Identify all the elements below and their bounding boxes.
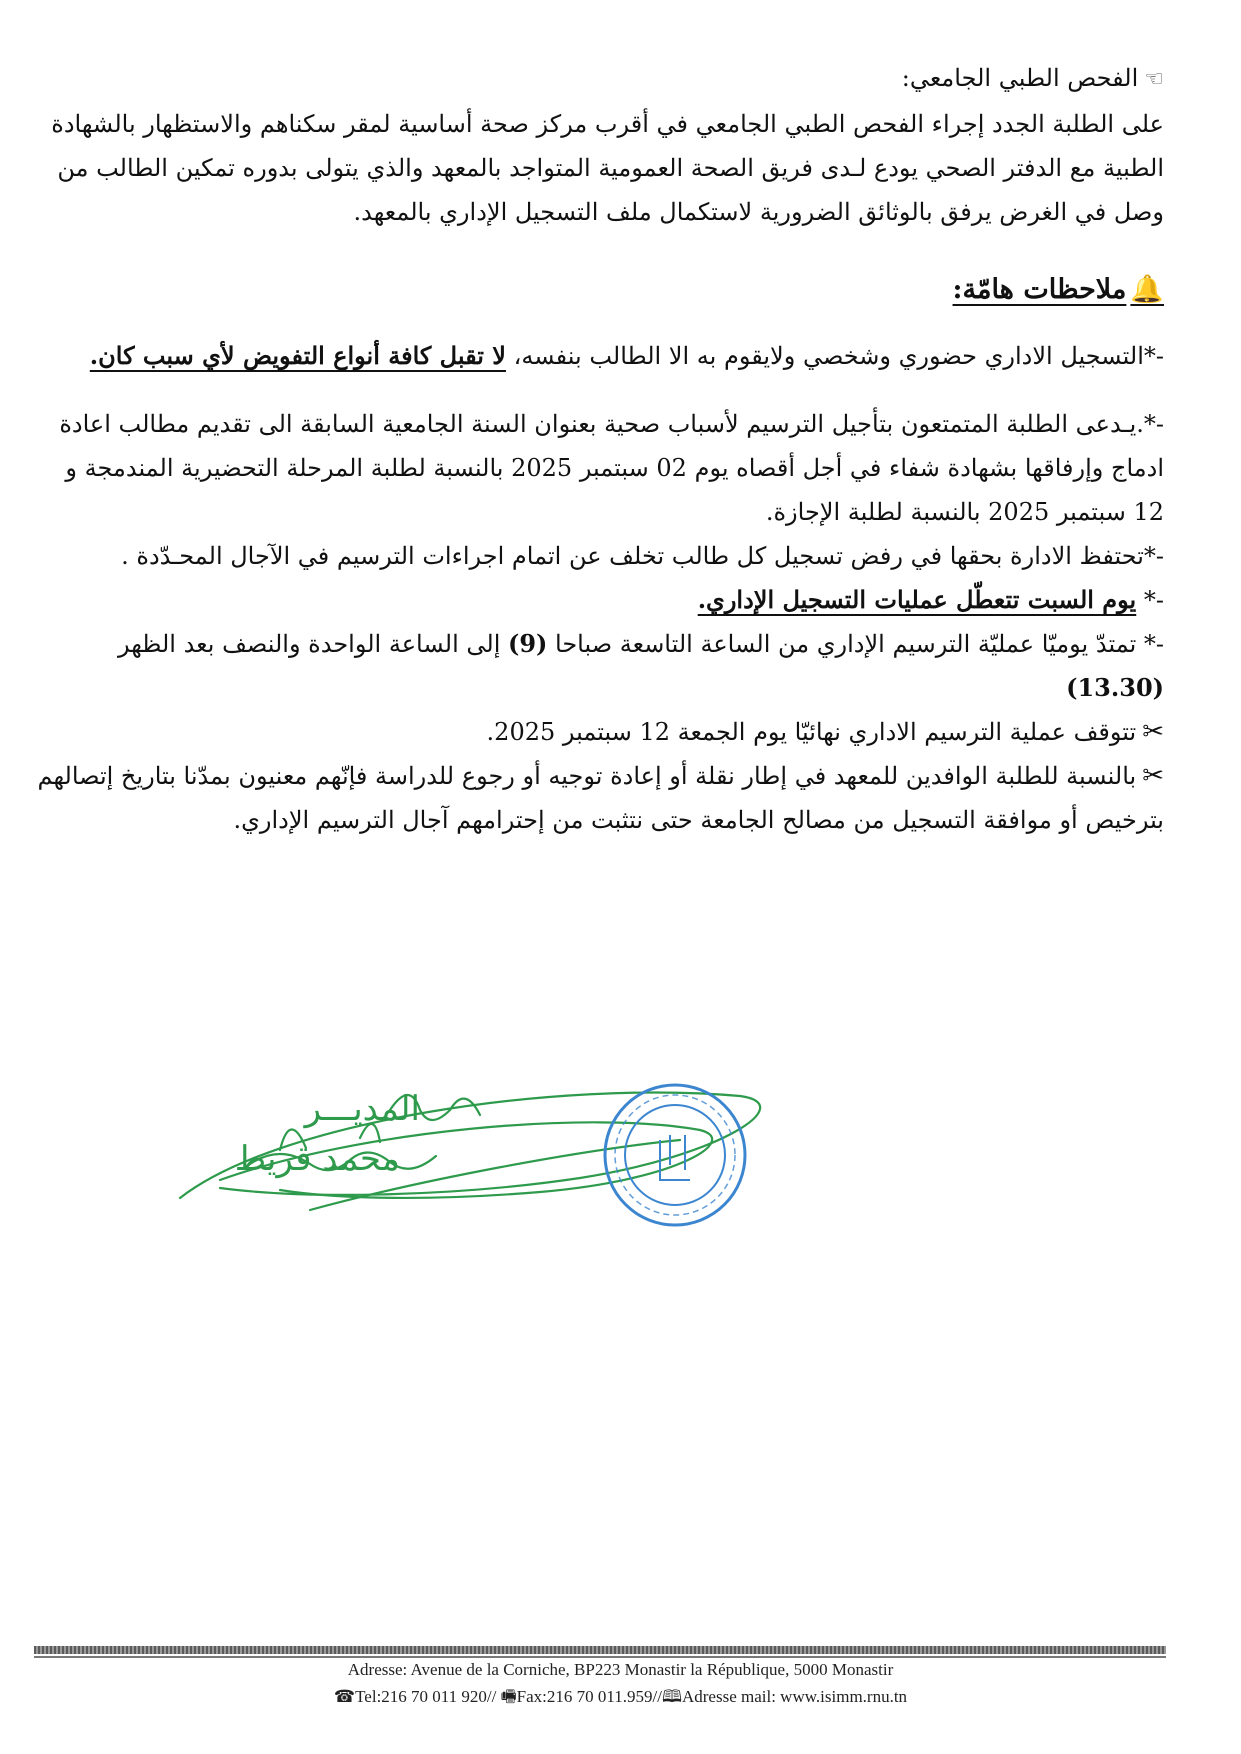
- scissors-icon: ✂: [1142, 717, 1164, 747]
- signature-title: المديـــر: [304, 1089, 420, 1129]
- signature-name: محمد قريط: [234, 1139, 400, 1179]
- note-4-prefix: -*: [1136, 586, 1164, 614]
- medical-body: على الطلبة الجدد إجراء الفحص الطبي الجامعي في أقرب مركز صحة أساسية لمقر سكناهم والاستظهار بالشهادة الطبية مع الدفتر الصحي يودع لـدى فريق الصحة العمومية المتواجد بالمعهد والذي يتولى بدوره تمكين الطالب من وصل في الغرض يرفق بالوثائق الضرورية لاستكمال ملف التسجيل الإداري بالمعهد.: [51, 110, 1164, 226]
- note-1-emphasis: لا تقبل كافة أنواع التفويض لأي سبب كان.: [89, 341, 506, 370]
- note-5-d: (13.30): [1066, 673, 1164, 702]
- note-7: [36, 754, 1164, 842]
- medical-section: [36, 56, 1164, 234]
- notes-title: ملاحظات هامّة:: [952, 274, 1127, 305]
- footer-address: Adresse: Avenue de la Corniche, BP223 Monastir la République, 5000 Monastir: [347, 1660, 894, 1679]
- note-5: [36, 622, 1164, 710]
- document-body: [36, 56, 1164, 842]
- footer-contact: ☎Tel:216 70 011 920// 🖷Fax:216 70 011.959//🕮Adresse mail: www.isimm.rnu.tn: [333, 1687, 908, 1706]
- notes-heading: [36, 268, 1164, 312]
- note-1: [36, 334, 1164, 378]
- note-4-emphasis: يوم السبت تتعطّل عمليات التسجيل الإداري.: [697, 585, 1137, 614]
- note-7-text: بالنسبة للطلبة الوافدين للمعهد في إطار نقلة أو إعادة توجيه أو رجوع للدراسة فإنّهم معنيون بمدّنا بتاريخ إتصالهم بترخيص أو موافقة التسجيل من مصالح الجامعة حتى نتثبت من إحترامهم آجال الترسيم الإداري.: [37, 762, 1164, 834]
- note-6-text: تتوقف عملية الترسيم الاداري نهائيّا يوم الجمعة 12 سبتمبر 2025.: [486, 718, 1137, 746]
- note-1-text: -*التسجيل الاداري حضوري وشخصي ولايقوم به الا الطالب بنفسه،: [505, 342, 1164, 370]
- scissors-icon: ✂: [1142, 761, 1164, 791]
- footer-rule-thin: [34, 1656, 1166, 1658]
- pointing-hand-icon: ☜: [1144, 67, 1164, 92]
- note-6: [36, 710, 1164, 754]
- official-stamp: [600, 1080, 750, 1230]
- bell-icon: 🔔: [1130, 274, 1164, 305]
- note-5-a: -* تمتدّ يوميّا عمليّة الترسيم الإداري من الساعة التاسعة صباحا: [547, 630, 1164, 658]
- note-4: [36, 578, 1164, 622]
- note-5-b: (9): [507, 629, 548, 658]
- footer-rule: [34, 1646, 1166, 1654]
- note-3: -*تحتفظ الادارة بحقها في رفض تسجيل كل طالب تخلف عن اتمام اجراءات الترسيم في الآجال المحـدّدة .: [121, 542, 1164, 570]
- medical-title: الفحص الطبي الجامعي:: [901, 64, 1139, 92]
- medical-title-line: [36, 56, 1164, 102]
- note-2: -*.يـدعى الطلبة المتمتعون بتأجيل الترسيم لأسباب صحية بعنوان السنة الجامعية السابقة الى تقديم مطالب اعادة ادماج وإرفاقها بشهادة شفاء في أجل أقصاه يوم 02 سبتمبر 2025 بالنسبة لطلبة المرحلة التحضيرية المندمجة و 12 سبتمبر 2025 بالنسبة لطلبة الإجازة.: [59, 410, 1164, 526]
- note-5-c: إلى الساعة الواحدة والنصف بعد الظهر: [117, 630, 508, 658]
